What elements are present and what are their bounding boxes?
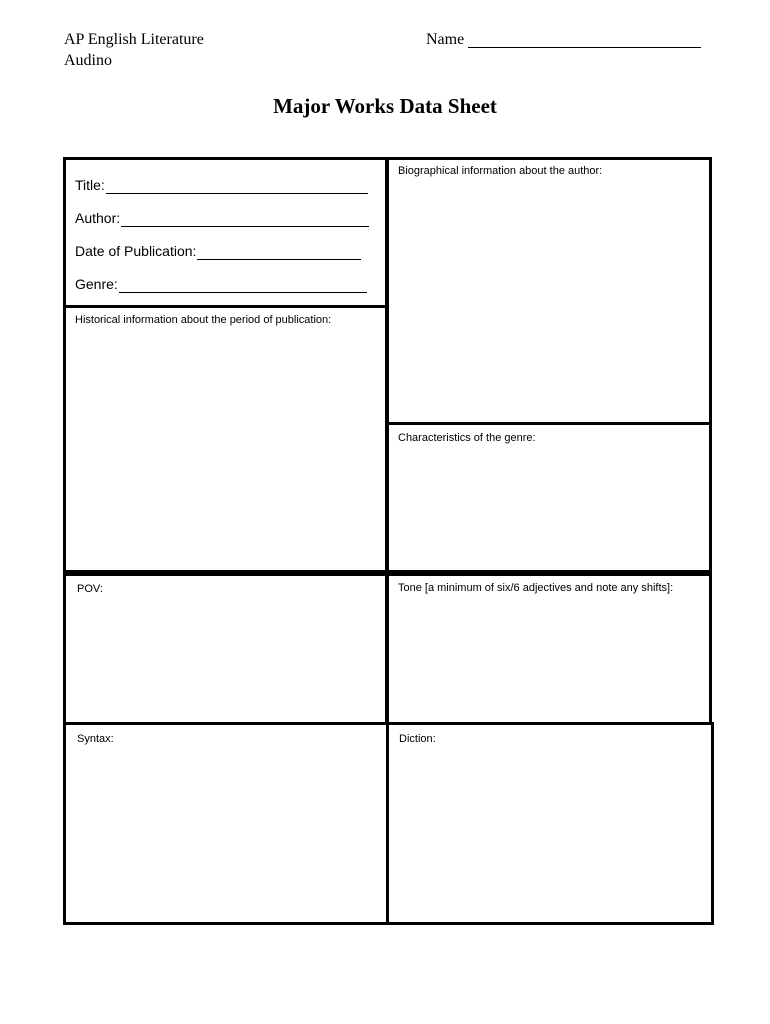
date-field-label: Date of Publication:	[75, 243, 197, 259]
pov-label: POV:	[77, 583, 103, 595]
name-label: Name	[426, 31, 465, 48]
author-field[interactable]	[75, 209, 369, 227]
diction-box[interactable]	[386, 722, 714, 925]
genre-field-label: Genre:	[75, 276, 118, 292]
teacher-name: Audino	[64, 52, 112, 69]
title-field-blank[interactable]	[106, 179, 368, 194]
title-field[interactable]	[75, 176, 368, 194]
author-field-blank[interactable]	[121, 212, 369, 227]
name-blank-line[interactable]	[468, 47, 701, 48]
historical-info-box[interactable]	[63, 305, 388, 573]
biographical-info-label: Biographical information about the author:	[398, 165, 603, 177]
syntax-box[interactable]	[63, 722, 389, 925]
genre-field-blank[interactable]	[119, 278, 367, 293]
diction-label: Diction:	[399, 733, 436, 745]
pov-box[interactable]	[63, 573, 388, 725]
genre-field[interactable]	[75, 275, 367, 293]
title-field-label: Title:	[75, 177, 105, 193]
syntax-label: Syntax:	[77, 733, 114, 745]
tone-label: Tone [a minimum of six/6 adjectives and note any shifts]:	[398, 582, 674, 594]
date-field-blank[interactable]	[197, 245, 361, 260]
course-name: AP English Literature	[64, 31, 204, 48]
historical-info-label: Historical information about the period of publication:	[75, 314, 332, 326]
tone-box[interactable]	[386, 573, 712, 725]
biographical-info-box[interactable]	[386, 157, 712, 425]
date-of-publication-field[interactable]	[75, 242, 361, 260]
genre-characteristics-label: Characteristics of the genre:	[398, 432, 536, 444]
author-field-label: Author:	[75, 210, 121, 226]
page-title: Major Works Data Sheet	[273, 94, 497, 118]
